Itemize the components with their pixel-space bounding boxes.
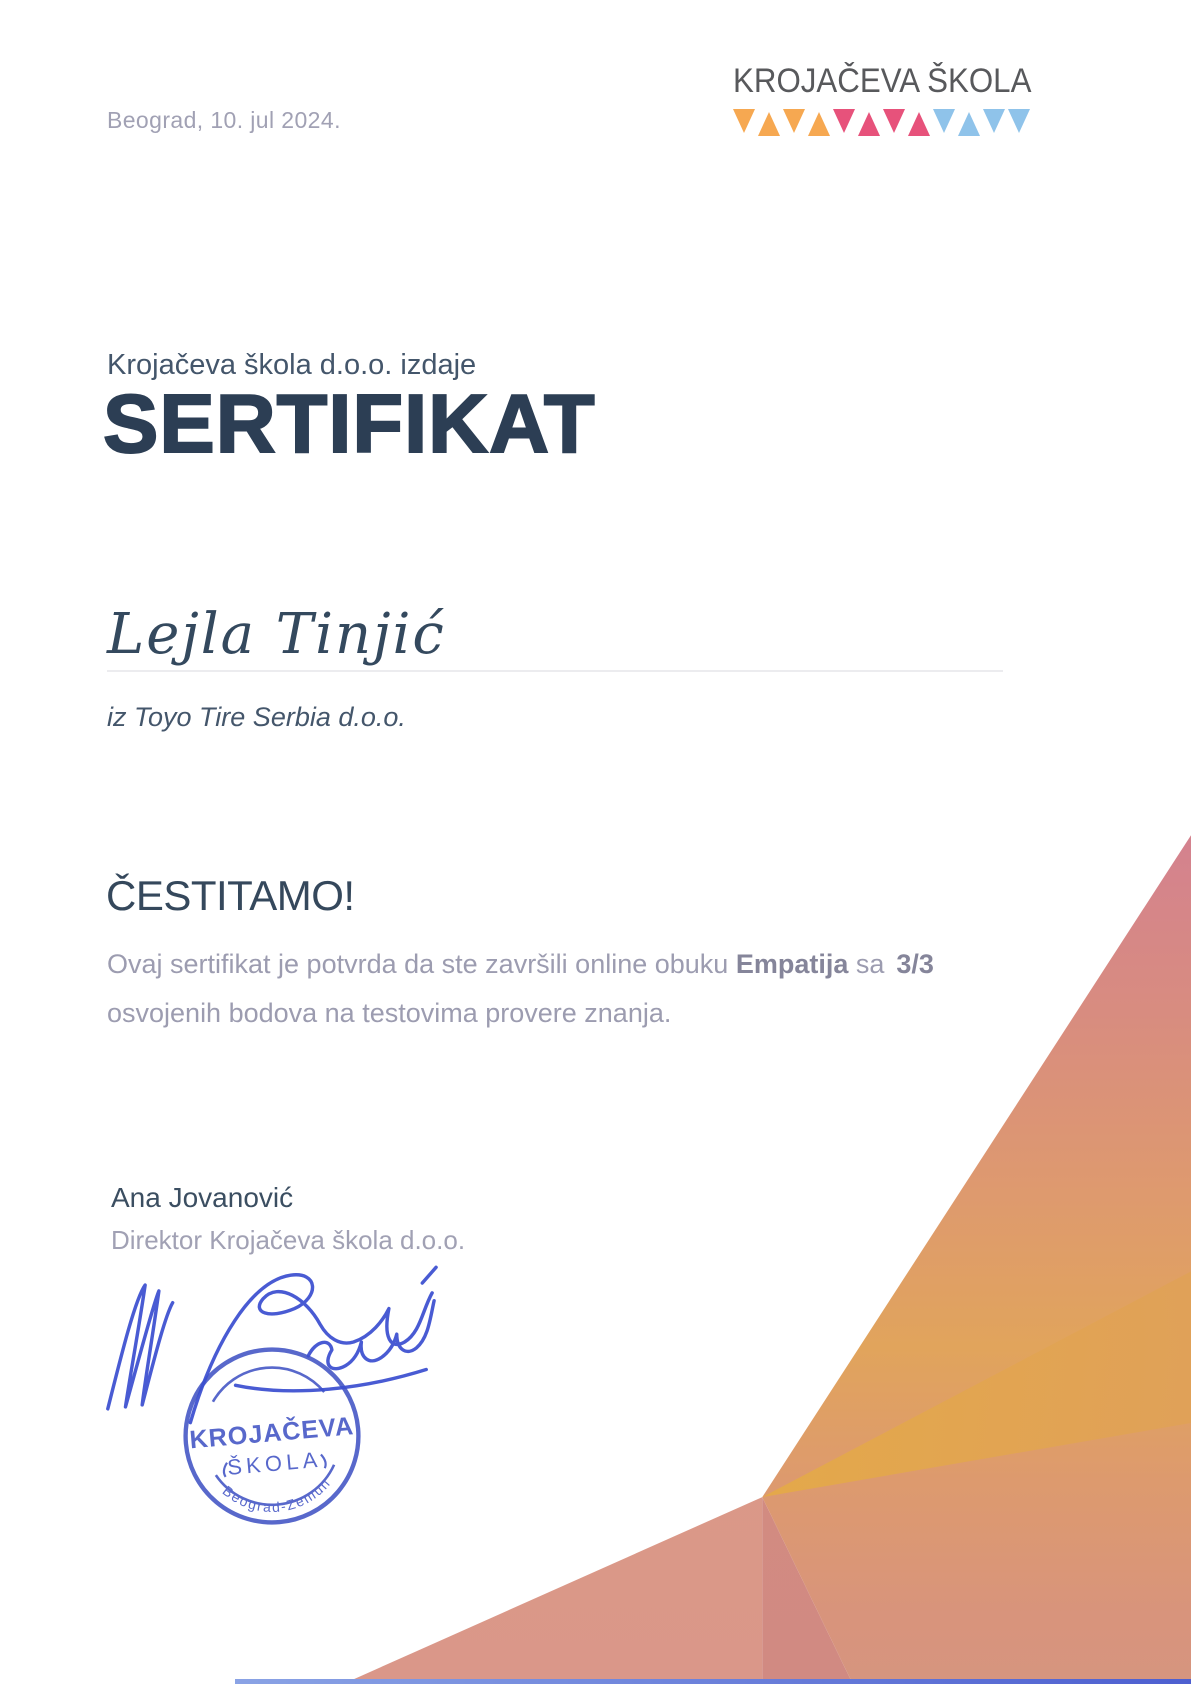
- signer-name: Ana Jovanović: [111, 1182, 294, 1213]
- logo-triangle: [883, 109, 905, 133]
- signature-scribble: [96, 1258, 440, 1428]
- recipient-company: iz Toyo Tire Serbia d.o.o.: [107, 702, 406, 732]
- signature-stroke: [108, 1285, 173, 1409]
- name-underline: [107, 670, 1003, 672]
- issuer-line: Krojačeva škola d.o.o. izdaje: [107, 349, 477, 381]
- stamp-city-arc-text: Beograd-Zemun: [219, 1474, 334, 1516]
- score-value: 3/3: [896, 949, 934, 979]
- logo: [733, 62, 1073, 136]
- body-text-before-course: Ovaj sertifikat je potvrda da ste završili online obuku: [107, 949, 736, 979]
- logo-triangle: [1008, 109, 1030, 133]
- issue-date: Beograd, 10. jul 2024.: [107, 107, 341, 133]
- logo-triangle-band-icon: [733, 109, 1073, 136]
- stamp-title-line1: KROJAČEVA: [188, 1412, 356, 1455]
- signer-role: Direktor Krojačeva škola d.o.o.: [111, 1225, 466, 1255]
- logo-triangle: [858, 112, 880, 136]
- logo-triangle: [958, 112, 980, 136]
- stamp-title-line2: ŠKOLA: [226, 1446, 323, 1480]
- congrats-heading: ČESTITAMO!: [106, 872, 355, 919]
- body-line-2: osvojenih bodova na testovima provere znanja.: [107, 998, 672, 1028]
- body-text-mid: sa: [848, 949, 885, 979]
- logo-triangle: [758, 112, 780, 136]
- logo-triangle: [808, 112, 830, 136]
- logo-triangle: [783, 109, 805, 133]
- logo-triangle: [983, 109, 1005, 133]
- recipient-name: Lejla Tinjić: [107, 602, 446, 667]
- signature-accent-stroke: [422, 1267, 436, 1283]
- bottom-edge-strip: [235, 1679, 1191, 1684]
- logo-triangle: [933, 109, 955, 133]
- body-line-1: [107, 940, 934, 989]
- logo-triangle: [908, 112, 930, 136]
- course-name: Empatija: [735, 949, 849, 979]
- logo-text: KROJAČEVA ŠKOLA: [733, 62, 1032, 100]
- certificate-body-text: [107, 940, 934, 1038]
- logo-triangle: [833, 109, 855, 133]
- signature-stroke: [236, 1370, 427, 1391]
- logo-triangle: [733, 109, 755, 133]
- certificate-title: SERTIFIKAT: [103, 377, 596, 470]
